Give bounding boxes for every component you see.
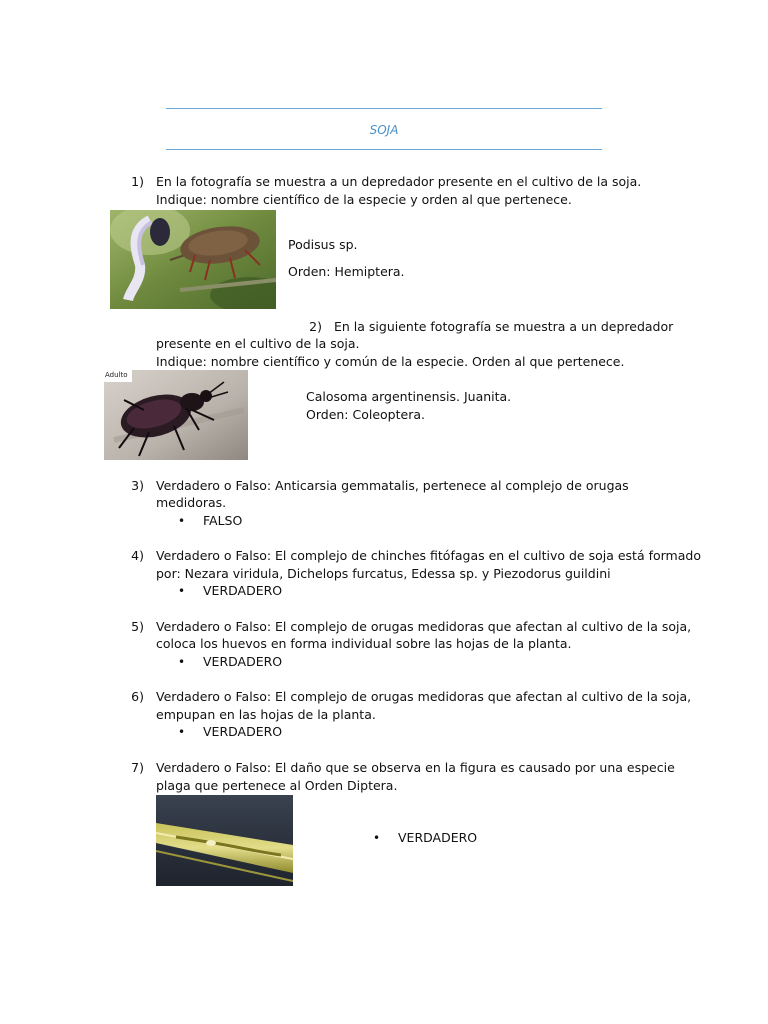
question-3-answer: FALSO <box>203 513 243 528</box>
question-3-line-1: Verdadero o Falso: Anticarsia gemmatalis, pertenece al complejo de orugas <box>156 478 629 493</box>
question-2-line-1: En la siguiente fotografía se muestra a un depredador <box>334 319 674 334</box>
question-4-answer: VERDADERO <box>203 583 283 598</box>
question-2-answer-order: Orden: Coleoptera. <box>306 407 425 422</box>
question-5-bullet: • <box>178 655 186 669</box>
question-4-line-1: Verdadero o Falso: El complejo de chinches fitófagas en el cultivo de soja está formado <box>156 548 701 563</box>
question-7-bullet: • <box>373 831 381 845</box>
question-5-answer: VERDADERO <box>203 654 283 669</box>
question-6-line-2: empupan en las hojas de la planta. <box>156 707 376 722</box>
question-1-number: 1) <box>131 174 144 189</box>
question-5-line-2: coloca los huevos en forma individual sobre las hojas de la planta. <box>156 636 572 651</box>
podisus-photo <box>110 210 276 309</box>
question-3-line-2: medidoras. <box>156 495 227 510</box>
question-7-line-2: plaga que pertenece al Orden Diptera. <box>156 778 398 793</box>
photo-label-adulto: Adulto <box>105 371 128 379</box>
question-5-number: 5) <box>131 619 144 634</box>
question-1-answer-order: Orden: Hemiptera. <box>288 264 405 279</box>
title-rule-top <box>166 108 602 109</box>
question-4-bullet: • <box>178 584 186 598</box>
question-2-line-3: Indique: nombre científico y común de la especie. Orden al que pertenece. <box>156 354 625 369</box>
title-rule-bottom <box>166 149 602 150</box>
calosoma-photo <box>104 370 248 460</box>
question-6-bullet: • <box>178 725 186 739</box>
question-3-bullet: • <box>178 514 186 528</box>
question-1-answer-species: Podisus sp. <box>288 237 358 252</box>
question-6-number: 6) <box>131 689 144 704</box>
question-7-answer: VERDADERO <box>398 830 478 845</box>
question-1-line-1: En la fotografía se muestra a un depredador presente en el cultivo de la soja. <box>156 174 642 189</box>
page-title: SOJA <box>369 123 399 137</box>
question-7-line-1: Verdadero o Falso: El daño que se observa en la figura es causado por una especie <box>156 760 675 775</box>
question-6-answer: VERDADERO <box>203 724 283 739</box>
question-2-number: 2) <box>309 319 322 334</box>
question-4-line-2: por: Nezara viridula, Dichelops furcatus, Edessa sp. y Piezodorus guildini <box>156 566 611 581</box>
leaf-damage-photo <box>156 795 293 886</box>
question-1-line-2: Indique: nombre científico de la especie y orden al que pertenece. <box>156 192 572 207</box>
question-6-line-1: Verdadero o Falso: El complejo de orugas medidoras que afectan al cultivo de la soja, <box>156 689 692 704</box>
question-3-number: 3) <box>131 478 144 493</box>
question-2-line-2: presente en el cultivo de la soja. <box>156 336 360 351</box>
question-2-answer-species: Calosoma argentinensis. Juanita. <box>306 389 512 404</box>
question-7-number: 7) <box>131 760 144 775</box>
question-4-number: 4) <box>131 548 144 563</box>
question-5-line-1: Verdadero o Falso: El complejo de orugas medidoras que afectan al cultivo de la soja, <box>156 619 692 634</box>
